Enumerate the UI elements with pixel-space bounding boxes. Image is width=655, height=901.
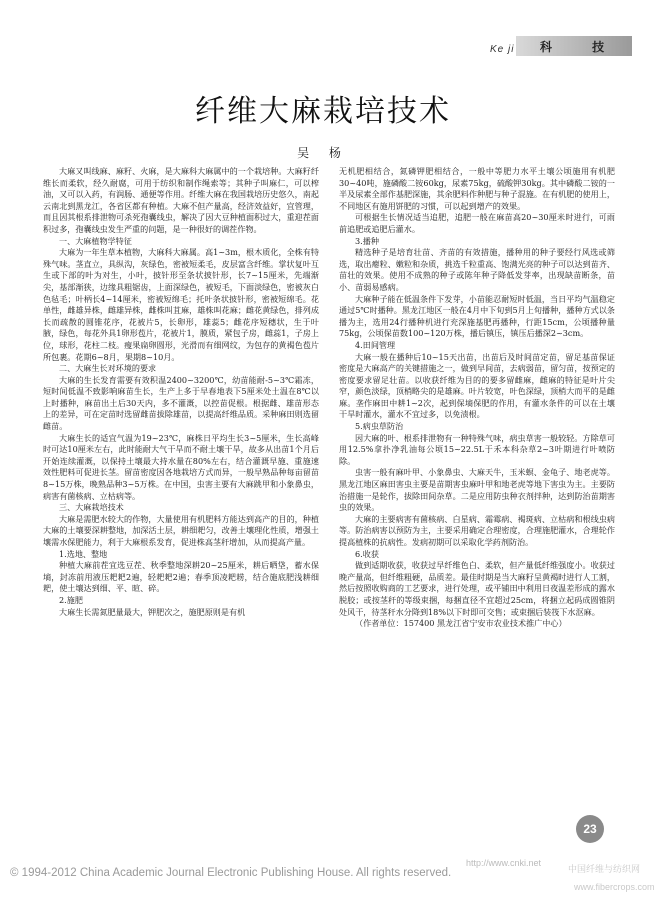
- paragraph: 大麻为一年生草本植物，大麻科大麻属。高1~3m，根木质化，全株有特殊气味。茎直立，具纵沟，灰绿色，密被短柔毛，皮层富含纤维。掌状复叶互生或下部的叶为对生，小叶，披针形至条状披针形，长7~15厘米，先端渐尖，基部渐狭，边缘具粗锯齿，上面深绿色，被短毛，下面淡绿色，密被灰白色毡毛；叶柄长4~14厘米，密被短绵毛；托叶条状披针形，密被短绵毛。花单性，雌雄异株，雌雄异株，雌株叫苴麻，雄株叫花麻；雌花黄绿色，排列成长而疏散的圆锥花序，花被片5，长卵形，雄蕊5；雌花序短穗状，生于叶腋，绿色，每花外具1卵形苞片，花被片1，膜质，紧包子房，雌蕊1，子房上位，球形，花柱二枝。瘦果扁卵圆形，光滑而有细网纹，为包存的黄褐色苞片所包裹。花期6~8月，果期8~10月。: [43, 247, 319, 362]
- paragraph: 大麻的生长发育需要有效积温2400~3200℃，幼苗能耐-5~3℃霜冻，短时间低温不致影响麻苗生长，生产上多于早春地表下5厘米处土温在8℃以上时播种，麻苗出土后30天内，多不灌溉，以控苗促根。根据雌、雄苗形态上的差异，可在定苗时选留雌苗拔除雄苗，以提高纤维品质。采种麻田则选留雌苗。: [43, 374, 319, 432]
- section-heading: 三、大麻栽培技术: [59, 502, 124, 513]
- article-author: 吴 杨: [297, 146, 349, 160]
- footer-url[interactable]: http://www.cnki.net: [466, 858, 542, 868]
- header-category-bar: [516, 36, 632, 56]
- subsection-heading: 2.施肥: [59, 594, 83, 605]
- paragraph: 大麻种子能在低温条件下发芽，小苗能忍耐短时低温，当日平均气温稳定通过5℃时播种。黑龙江地区一般在4月中下旬到5月上旬播种，播种方式以条播为主，选用24行播种机进行充深施基肥再播种，行距15cm，公顷播种量75kg，公顷保苗数100~120万株，播后镇压，镇压后播深2~3cm。: [339, 293, 615, 339]
- paragraph: 大麻生长的适宜气温为19~23℃，麻株日平均生长3~5厘米，生长高峰时可达10厘米左右，此时能耐大气干旱而不耐土壤干旱，故多从出苗1个月后开始连续灌溉，以保持土壤最大持水量在80%左右，结合灌溉早施、重施速效性肥料可促进长茎。留苗密度因各地栽培方式而异，一般早熟品种每亩留苗8~15万株，晚熟品种3~5万株。在中国，虫害主要有大麻跳甲和小象鼻虫，病害有菌核病、立枯病等。: [43, 432, 319, 501]
- paragraph: 可根据生长情况适当追肥，追肥一般在麻苗高20~30厘米时进行，可雨前追肥或追肥后灌水。: [339, 212, 615, 234]
- header-category: 科 技: [540, 40, 623, 54]
- right-column: [339, 166, 615, 630]
- section-heading: 一、大麻植物学特征: [59, 235, 132, 246]
- paragraph: 种植大麻前茬宜选豆茬、秋季整地深耕20~25厘米，耕后晒垡，蓄水保墒，封冻前用液压耙耙2遍，轻耙耙2遍；春季顶凌耙耢，结合施底肥浅耕细耙，使土壤达到细、平、暄、碎。: [43, 560, 319, 594]
- subsection-heading: 6.收获: [355, 548, 379, 559]
- subsection-heading: 5.病虫草防治: [355, 421, 404, 432]
- paragraph: 精选种子是培育壮苗、齐苗的有效措施，播种用的种子要经行风选或筛选，取出瘪粒、嫩粒和杂质，挑选千粒重高、饱满光亮的种子可以达到苗齐、苗壮的效果。使用不成熟的种子或陈年种子降低发芽率，出现缺苗断条，苗小、苗弱易感病。: [339, 247, 615, 292]
- header-category-latin: Ke ji: [490, 44, 515, 55]
- paragraph: 大麻是需肥水较大的作物，大量使用有机肥料方能达到高产的目的，种植大麻的土壤要深耕整地，加深活土层，耕细耙匀，改善土壤理化性质，增强土壤需水保肥能力，利于大麻根系发育，促进株高茎秆增加，从而提高产量。: [43, 513, 319, 547]
- section-heading: 二、大麻生长对环境的要求: [59, 363, 157, 374]
- subsection-heading: 3.播种: [355, 235, 379, 246]
- paragraph: 做到适期收获，收获过早纤维色白、柔软，但产量低纤维强度小。收获过晚产量高，但纤维粗硬，品质差。最佳时期是当大麻籽呈黄褐时进行人工割，然后按照收购商的工艺要求，进行处理，或平铺田中利用日夜温差形成的露水脱胶；或按茎秆的等级束捆，每捆直径不宜超过25cm，将捆立起码成圆锥阴处风干，待茎秆水分降到18%以下时即可交售；或束捆后装筏下水沤麻。: [339, 560, 615, 617]
- copyright-footer: © 1994-2012 China Academic Journal Electronic Publishing House. All rights reserved.: [10, 867, 452, 879]
- watermark-text: 中国纤维与纺织网: [568, 865, 641, 875]
- author-affiliation: （作者单位：157400 黑龙江省宁安市农业技术推广中心）: [355, 618, 567, 629]
- paragraph: 大麻生长需氮肥量最大，钾肥次之，施肥原则是有机: [59, 606, 246, 617]
- paragraph: 因大麻的叶、根系排泄物有一种特殊气味，病虫草害一般较轻。方除草可用12.5%拿扑净乳油每公顷15~22.5L于禾本科杂草2~3叶期进行叶喷防除。: [339, 432, 615, 466]
- article-title: 纤维大麻栽培技术: [195, 94, 451, 129]
- left-column: [43, 166, 319, 618]
- subsection-heading: 1.选地、整地: [59, 548, 108, 559]
- paragraph: 大麻一般在播种后10~15天出苗，出苗后及时间苗定苗，留足基苗保证密度是大麻高产的关键措施之一，做到早间苗，去病弱苗，留匀苗，按预定的密度要求留足壮苗。以收获纤维为目的的要多留雌麻，雌麻的特征是叶片尖窄，颜色淡绿，顶梢略尖的是雄麻。叶片较宽，叶色深绿，顶梢大而平的是雌麻。垄作麻田中耕1~2次，起到保墒保肥的作用，有灌水条件的可以在土壤干旱时灌水，灌水不宜过多，以免渍根。: [339, 351, 615, 420]
- page-number: 23: [576, 815, 604, 843]
- paragraph: 虫害一般有麻叶甲、小象鼻虫、大麻天牛，玉米螟、金龟子、地老虎等。黑龙江地区麻田害虫主要是苗期害虫麻叶甲和地老虎等地下害虫为主。主要防治措施一是轮作，拔除田间杂草。二是应用防虫种衣剂拌种，达到防治苗期害虫的效果。: [339, 467, 615, 513]
- subsection-heading: 4.田间管理: [355, 339, 396, 350]
- paragraph: 大麻的主要病害有菌核病、白星病、霜霉病、褐斑病、立枯病和根线虫病等。防治病害以预防为主，主要采用确定合理密度，合理施肥灌水，合理轮作提高植株的抗病性。发病初期可以采取化学药剂防治。: [339, 513, 615, 547]
- watermark-url: www.fibercrops.com: [574, 882, 655, 892]
- paragraph: 无机肥相结合，氮磷钾肥相结合，一般中等肥力水平土壤公顷施用有机肥30~40吨，施磷酸二铵60kg，尿素75kg，硫酸钾30kg。其中磷酸二铵的一半及尿素全部作基肥深施，其余肥料作种肥与种子混施。在有机肥的使用上，不同地区有施用饼肥的习惯，可以起到增产的效果。: [339, 166, 615, 211]
- paragraph: 大麻又叫线麻、麻籽、火麻，是大麻科大麻属中的一个栽培种。大麻籽纤维长而柔软，经久耐腐，可用于纺织和制作绳索等；其种子叫麻仁，可以榨油，又可以入药，有润肠、通便等作用。纤维大麻在我国栽培历史悠久，南起云南北到黑龙江，各省区都有种植。大麻不但产量高，经济效益好，宜管理，而且因其根系排泄物可杀死孢囊线虫，解决了因大豆种植面积过大，重迎茬面积过多，孢囊线虫发生严重的问题，是一种很好的调茬作物。: [43, 166, 319, 234]
